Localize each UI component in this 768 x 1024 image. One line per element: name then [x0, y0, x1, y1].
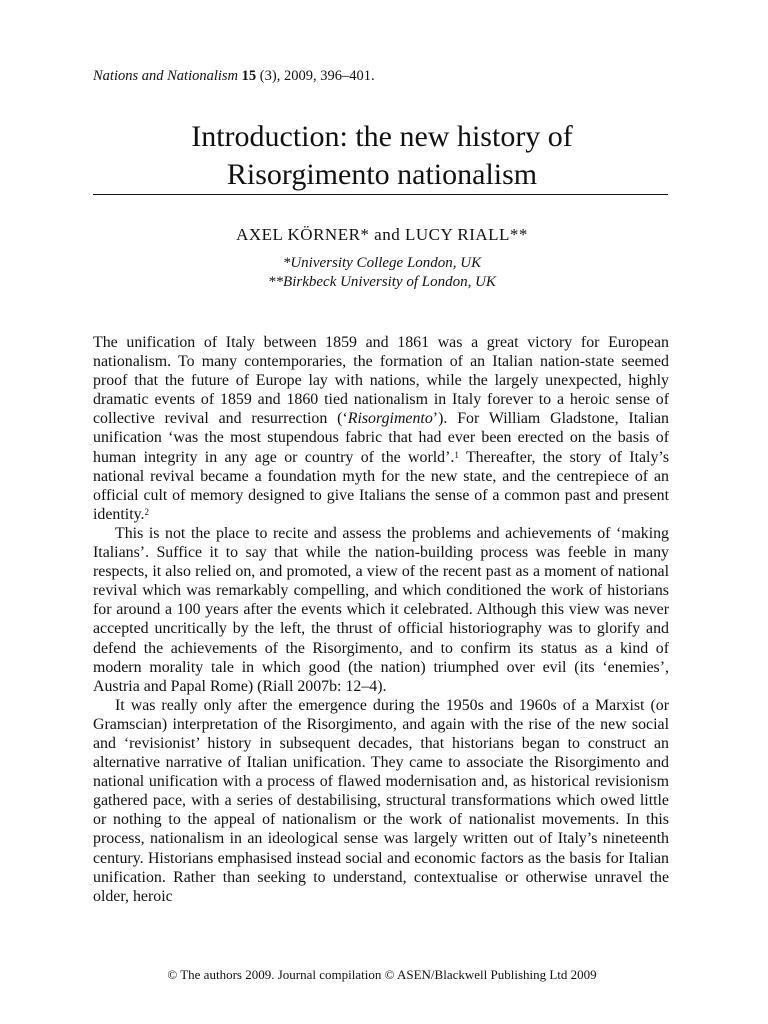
footnote-marker-1[interactable]: 1 [454, 449, 459, 460]
paragraph-3: It was really only after the emergence during the 1950s and 1960s of a Marxist (or Gramscian) interpretation of the Risorgimento, and again with the rise of the new social and ‘revisionist’ history in subsequent decades, that historians began to construct an alternative narrative of Italian unification. They came to associate the Risorgimento and national unification with a process of flawed modernisation and, as historical revisionism gathered pace, with a series of destabilising, structural transformations which owed little or nothing to the appeal of nationalism or the work of nationalist movements. In this process, nationalism in an ideological sense was largely written out of Italy’s nineteenth century. Historians emphasised instead social and economic factors as the basis for Italian unification. Rather than seeking to understand, contextualise or otherwise unravel the older, heroic [93, 696, 669, 905]
paper-page [93, 0, 671, 1024]
title-rule [93, 194, 668, 195]
copyright-footer: © The authors 2009. Journal compilation © ASEN/Blackwell Publishing Ltd 2009 [167, 967, 597, 982]
paragraph-1-part-b: ’). For William Gladstone, Italian unification ‘was the most stupendous fabric that had ever been erected on the basis of human integrity in any age or country of the world’. [93, 410, 669, 466]
paragraph-1-part-a: The unification of Italy between 1859 and 1861 was a great victory for European nationalism. To many contemporaries, the formation of an Italian nation-state seemed proof that the future of Europe lay with nations, while the largely unexpected, highly dramatic events of 1859 and 1860 tied nationalism in Italy forever to a heroic sense of collective revival and resurrection (‘ [93, 334, 669, 428]
journal-name: Nations and Nationalism [93, 68, 239, 84]
risorgimento-italic: Risorgimento [347, 410, 433, 428]
author-list: AXEL KÖRNER* and LUCY RIALL** [236, 225, 528, 244]
journal-volume: 15 [241, 68, 257, 84]
journal-issue-pages: (3), 2009, 396–401. [256, 68, 375, 84]
affiliation-1: *University College London, UK [282, 255, 482, 271]
paragraph-1-part-c: Thereafter, the story of Italy’s national revival became a foundation myth for the new state, and the centrepiece of an official cult of memory designed to give Italians the sense of a common past and present identity. [93, 448, 670, 523]
paragraph-2: This is not the place to recite and assess the problems and achievements of ‘making Italians’. Suffice it to say that while the nation-building process was feeble in many respects, it also relied on, and promoted, a view of the recent past as a moment of national revival which was remarkably compelling, and which conditioned the work of historians for around a 100 years after the events which it celebrated. Although this view was never accepted uncritically by the left, the thrust of official historiography was to glorify and defend the achievements of the Risorgimento, and to confirm its status as a kind of modern morality tale in which good (the nation) triumphed over evil (its ‘enemies’, Austria and Papal Rome) (Riall 2007b: 12–4). [93, 524, 669, 695]
title-line-2: Risorgimento nationalism [226, 158, 538, 191]
journal-citation [93, 68, 375, 85]
footnote-marker-2[interactable]: 2 [144, 506, 149, 517]
affiliation-2: **Birkbeck University of London, UK [268, 274, 496, 290]
title-line-1: Introduction: the new history of [191, 120, 573, 153]
paragraph-1 [93, 333, 669, 524]
article-body [93, 333, 669, 906]
article-title [93, 118, 671, 194]
